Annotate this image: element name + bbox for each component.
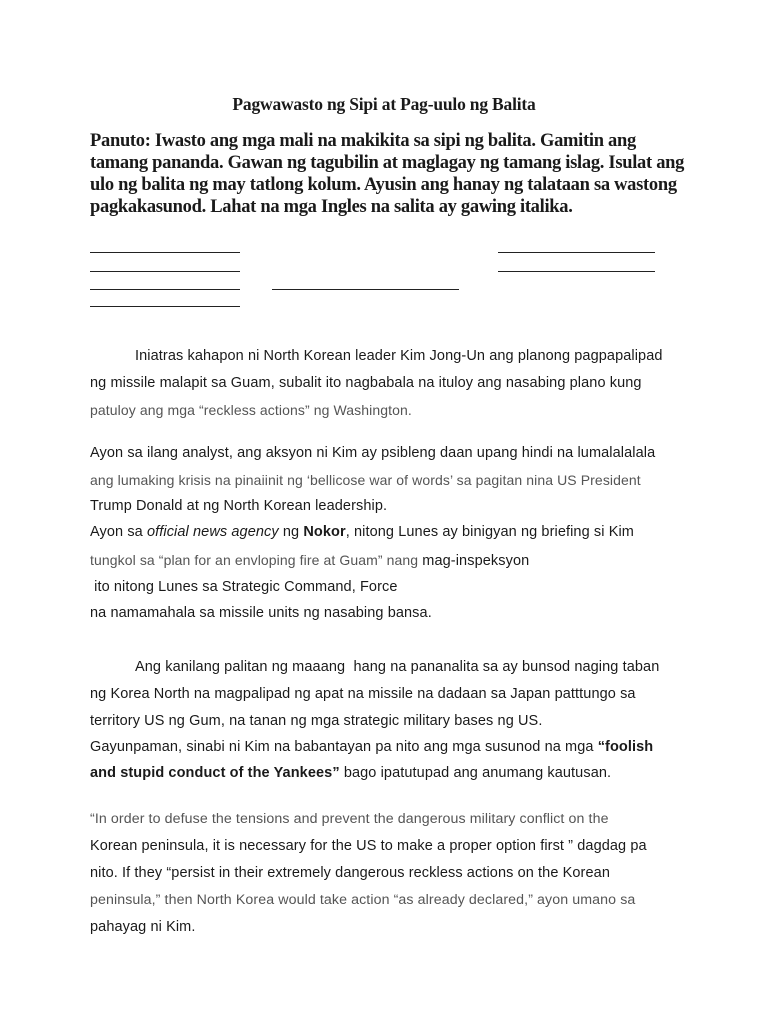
paragraph-line: ang lumaking krisis na pinaiinit ng ‘bellicose war of words’ sa pagitan nina US President [90,472,641,488]
text-run: Gayunpaman, sinabi ni Kim na babantayan pa nito ang mga susunod na mga [90,739,598,755]
text-run: mag-inspeksyon [418,553,530,569]
text-run-bold: Nokor [303,524,346,540]
headline-blank-col1 [90,306,240,307]
headline-blank-col2 [272,289,459,290]
instructions-line: tamang pananda. Gawan ng tagubilin at maglagay ng tamang islag. Isulat ang [90,153,685,173]
text-run: bago ipatutupad ang anumang kautusan. [339,765,612,781]
paragraph-line: patuloy ang mga “reckless actions” ng Washington. [90,402,412,418]
headline-blank-col1 [90,252,240,253]
paragraph-line [90,552,529,569]
paragraph-line [90,524,634,540]
paragraph-line [90,739,653,755]
paragraph-line: ng Korea North na magpalipad ng apat na missile na dadaan sa Japan patttungo sa [90,686,636,702]
instructions-line: Panuto: Iwasto ang mga mali na makikita sa sipi ng balita. Gamitin ang [90,131,636,151]
text-run: , nitong Lunes ay binigyan ng briefing si Kim [345,524,634,540]
paragraph-line: peninsula,” then North Korea would take action “as already declared,” ayon umano sa [90,892,636,908]
text-run-italic: official news agency [146,524,279,540]
text-run: Ayon sa [90,524,147,540]
instructions-line: pagkakasunod. Lahat na mga Ingles na salita ay gawing italika. [90,197,573,217]
document-title: Pagwawasto ng Sipi at Pag-uulo ng Balita [232,94,536,114]
headline-blank-col3 [498,271,655,272]
paragraph-line: territory US ng Gum, na tanan ng mga strategic military bases ng US. [90,713,543,729]
paragraph-line: Ang kanilang palitan ng maaang hang na pananalita sa ay bunsod naging taban [135,659,660,675]
paragraph-line: ng missile malapit sa Guam, subalit ito nagbabala na ituloy ang nasabing plano kung [90,375,642,391]
paragraph-line: Korean peninsula, it is necessary for the US to make a proper option first ” dagdag pa [90,838,647,854]
text-run: ng [278,524,304,540]
text-run-bold: and stupid conduct of the Yankees” [90,765,340,781]
paragraph-line: nito. If they “persist in their extremely dangerous reckless actions on the Korean [90,865,610,881]
instructions [90,130,690,218]
paragraph-line: ito nitong Lunes sa Strategic Command, Force [90,579,398,595]
paragraph-line: “In order to defuse the tensions and prevent the dangerous military conflict on the [90,811,609,827]
instructions-line: ulo ng balita ng may tatlong kolum. Ayusin ang hanay ng talataan sa wastong [90,175,677,195]
paragraph-line: na namamahala sa missile units ng nasabing bansa. [90,605,432,621]
paragraph-line: Trump Donald at ng North Korean leadership. [90,498,388,514]
headline-blank-col3 [498,252,655,253]
headline-blank-col1 [90,271,240,272]
paragraph-line: Iniatras kahapon ni North Korean leader Kim Jong-Un ang planong pagpapalipad [135,348,663,364]
paragraph-line [90,765,611,781]
paragraph-line: pahayag ni Kim. [90,919,196,935]
headline-blank-col1 [90,289,240,290]
paragraph-line: Ayon sa ilang analyst, ang aksyon ni Kim ay psibleng daan upang hindi na lumalalalala [90,445,656,461]
text-run-bold: “foolish [597,739,654,755]
text-run: tungkol sa “plan for an envloping fire at Guam” nang [90,552,419,568]
